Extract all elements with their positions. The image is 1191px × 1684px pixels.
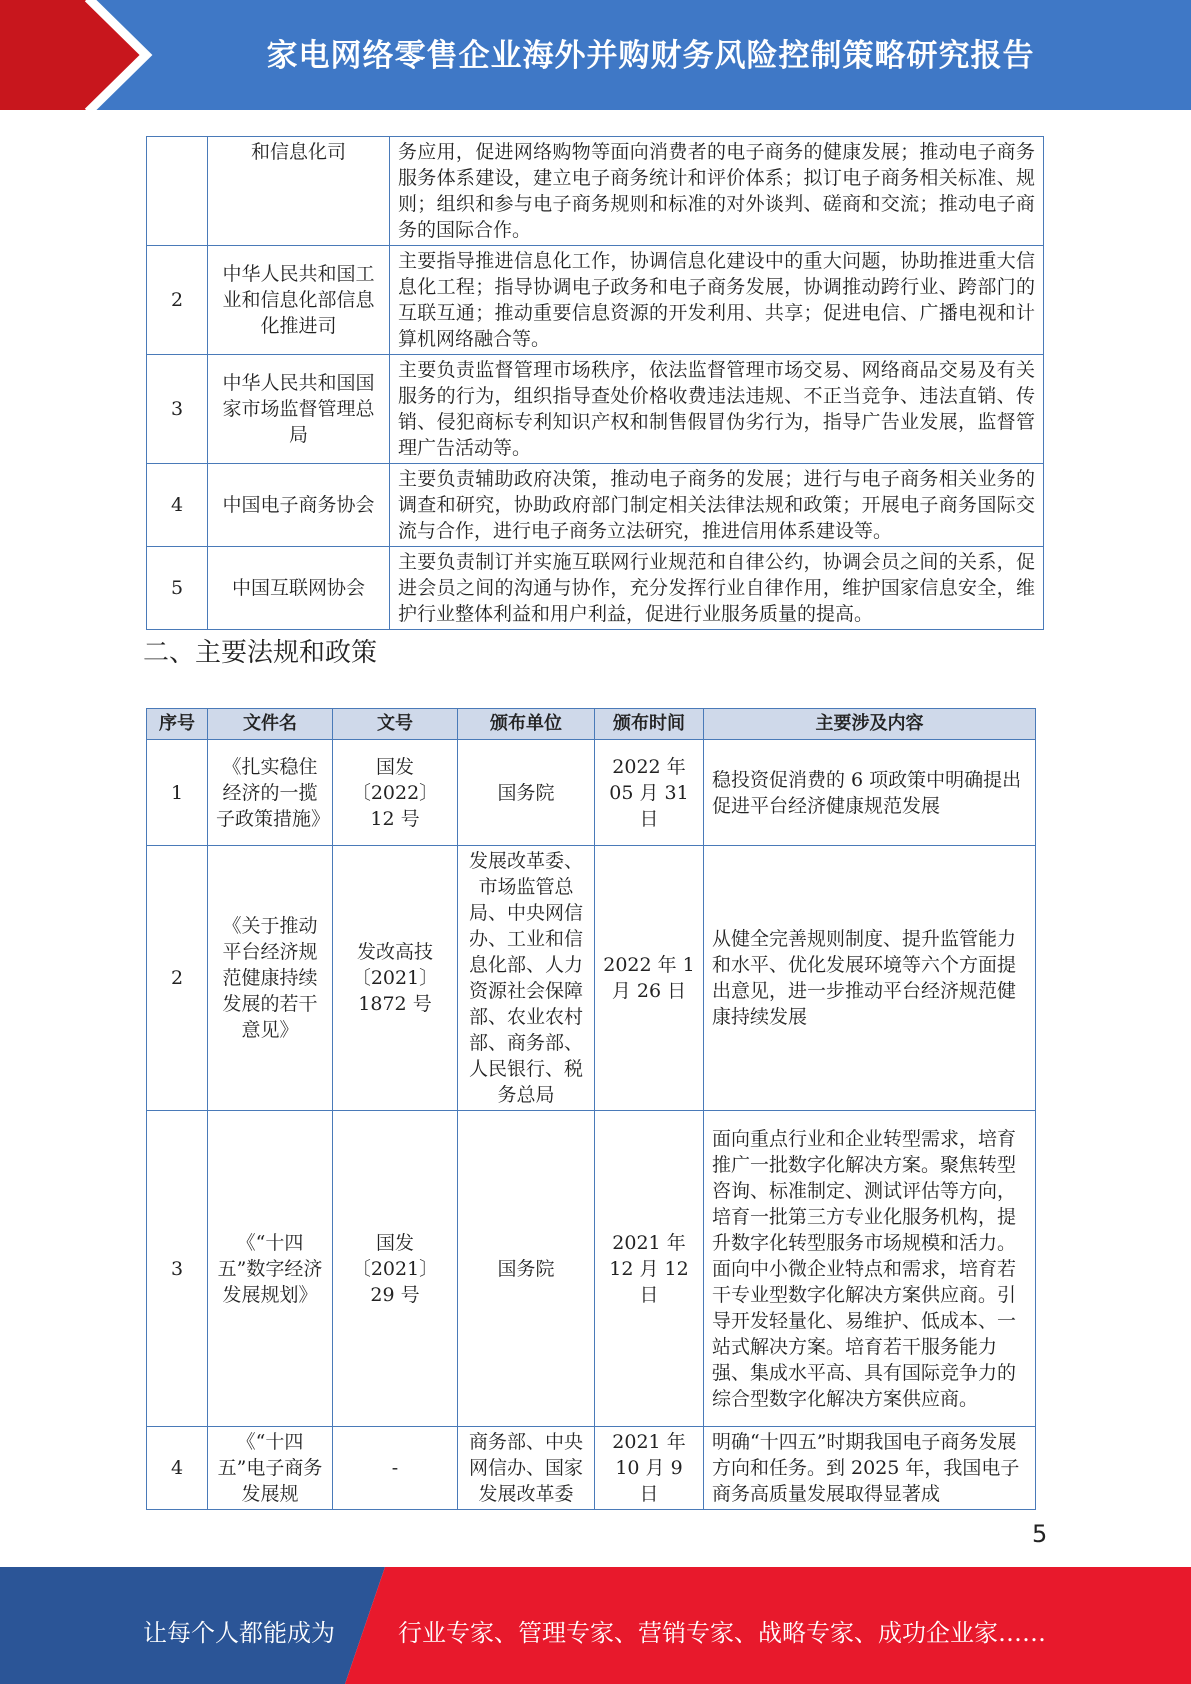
policy-doc-no: - <box>333 1427 458 1510</box>
policy-row <box>147 846 1036 1111</box>
policy-name: 《关于推动平台经济规范健康持续发展的若干意见》 <box>208 846 333 1111</box>
agency-duties: 主要负责辅助政府决策，推动电子商务的发展；进行与电子商务相关业务的调查和研究，协助政府部门制定相关法律法规和政策；开展电子商务国际交流与合作，进行电子商务立法研究，推进信用体系建设等。 <box>390 464 1044 547</box>
agency-duties: 主要负责监督管理市场秩序，依法监督管理市场交易、网络商品交易及有关服务的行为，组织指导查处价格收费违法违规、不正当竞争、违法直销、传销、侵犯商标专利知识产权和制售假冒伪劣行为，指导广告业发展，监督管理广告活动等。 <box>390 355 1044 464</box>
agency-name: 中华人民共和国工业和信息化部信息化推进司 <box>208 246 390 355</box>
policy-doc-no: 国发〔2021〕29 号 <box>333 1111 458 1427</box>
agency-duties: 主要负责制订并实施互联网行业规范和自律公约，协调会员之间的关系，促进会员之间的沟通与协作，充分发挥行业自律作用，维护国家信息安全，维护行业整体利益和用户利益，促进行业服务质量的提高。 <box>390 547 1044 630</box>
header-date: 颁布时间 <box>595 709 704 740</box>
header-title: 家电网络零售企业海外并购财务风险控制策略研究报告 <box>266 38 1035 74</box>
policy-table-header-row <box>147 709 1036 740</box>
agency-row <box>147 547 1044 630</box>
policy-issuer: 国务院 <box>458 1111 595 1427</box>
policy-doc-no: 国发〔2022〕12 号 <box>333 740 458 846</box>
header-content: 主要涉及内容 <box>704 709 1036 740</box>
header-name: 文件名 <box>208 709 333 740</box>
agency-row <box>147 246 1044 355</box>
policy-content: 稳投资促消费的 6 项政策中明确提出促进平台经济健康规范发展 <box>704 740 1036 846</box>
header-doc-no: 文号 <box>333 709 458 740</box>
agency-name: 和信息化司 <box>208 137 390 246</box>
policy-date: 2021 年 12 月 12 日 <box>595 1111 704 1427</box>
agency-row <box>147 137 1044 246</box>
policy-date: 2021 年 10 月 9 日 <box>595 1427 704 1510</box>
footer-right-text: 行业专家、管理专家、营销专家、战略专家、成功企业家…… <box>398 1619 1046 1647</box>
policy-date: 2022 年 05 月 31 日 <box>595 740 704 846</box>
header-issuer: 颁布单位 <box>458 709 595 740</box>
policy-issuer: 商务部、中央网信办、国家发展改革委 <box>458 1427 595 1510</box>
policy-date: 2022 年 1 月 26 日 <box>595 846 704 1111</box>
agency-row <box>147 464 1044 547</box>
policy-content: 明确“十四五”时期我国电子商务发展方向和任务。到 2025 年，我国电子商务高质量发展取得显著成 <box>704 1427 1036 1510</box>
agency-name: 中国电子商务协会 <box>208 464 390 547</box>
agency-num <box>147 137 208 246</box>
agency-num: 5 <box>147 547 208 630</box>
agency-num: 3 <box>147 355 208 464</box>
page-header <box>0 0 1191 110</box>
page-number: 5 <box>1032 1520 1048 1548</box>
policy-issuer: 国务院 <box>458 740 595 846</box>
policy-table <box>146 708 1036 1510</box>
section-heading: 二、主要法规和政策 <box>143 638 378 668</box>
agency-duties: 主要指导推进信息化工作，协调信息化建设中的重大问题，协助推进重大信息化工程；指导协调电子政务和电子商务发展，协调推动跨行业、跨部门的互联互通；推动重要信息资源的开发利用、共享；促进电信、广播电视和计算机网络融合等。 <box>390 246 1044 355</box>
footer-left-text: 让每个人都能成为 <box>143 1619 335 1647</box>
policy-name: 《“十四五”数字经济发展规划》 <box>208 1111 333 1427</box>
policy-num: 3 <box>147 1111 208 1427</box>
agency-duties: 务应用，促进网络购物等面向消费者的电子商务的健康发展；推动电子商务服务体系建设，建立电子商务统计和评价体系；拟订电子商务相关标准、规则；组织和参与电子商务规则和标准的对外谈判、磋商和交流；推动电子商务的国际合作。 <box>390 137 1044 246</box>
agency-row <box>147 355 1044 464</box>
policy-doc-no: 发改高技〔2021〕1872 号 <box>333 846 458 1111</box>
policy-content: 从健全完善规则制度、提升监管能力和水平、优化发展环境等六个方面提出意见，进一步推动平台经济规范健康持续发展 <box>704 846 1036 1111</box>
policy-num: 4 <box>147 1427 208 1510</box>
agency-name: 中华人民共和国国家市场监督管理总局 <box>208 355 390 464</box>
page-footer <box>0 1567 1191 1684</box>
agency-table <box>146 136 1044 630</box>
policy-name: 《“十四五”电子商务发展规 <box>208 1427 333 1510</box>
agency-num: 2 <box>147 246 208 355</box>
policy-name: 《扎实稳住经济的一揽子政策措施》 <box>208 740 333 846</box>
policy-num: 2 <box>147 846 208 1111</box>
policy-content: 面向重点行业和企业转型需求，培育推广一批数字化解决方案。聚焦转型咨询、标准制定、测试评估等方向，培育一批第三方专业化服务机构，提升数字化转型服务市场规模和活力。面向中小微企业特点和需求，培育若干专业型数字化解决方案供应商。引导开发轻量化、易维护、低成本、一站式解决方案。培育若干服务能力强、集成水平高、具有国际竞争力的综合型数字化解决方案供应商。 <box>704 1111 1036 1427</box>
policy-row <box>147 1111 1036 1427</box>
policy-row <box>147 740 1036 846</box>
agency-num: 4 <box>147 464 208 547</box>
header-num: 序号 <box>147 709 208 740</box>
policy-issuer: 发展改革委、市场监管总局、中央网信办、工业和信息化部、人力资源社会保障部、农业农村部、商务部、人民银行、税务总局 <box>458 846 595 1111</box>
policy-num: 1 <box>147 740 208 846</box>
policy-row <box>147 1427 1036 1510</box>
agency-name: 中国互联网协会 <box>208 547 390 630</box>
